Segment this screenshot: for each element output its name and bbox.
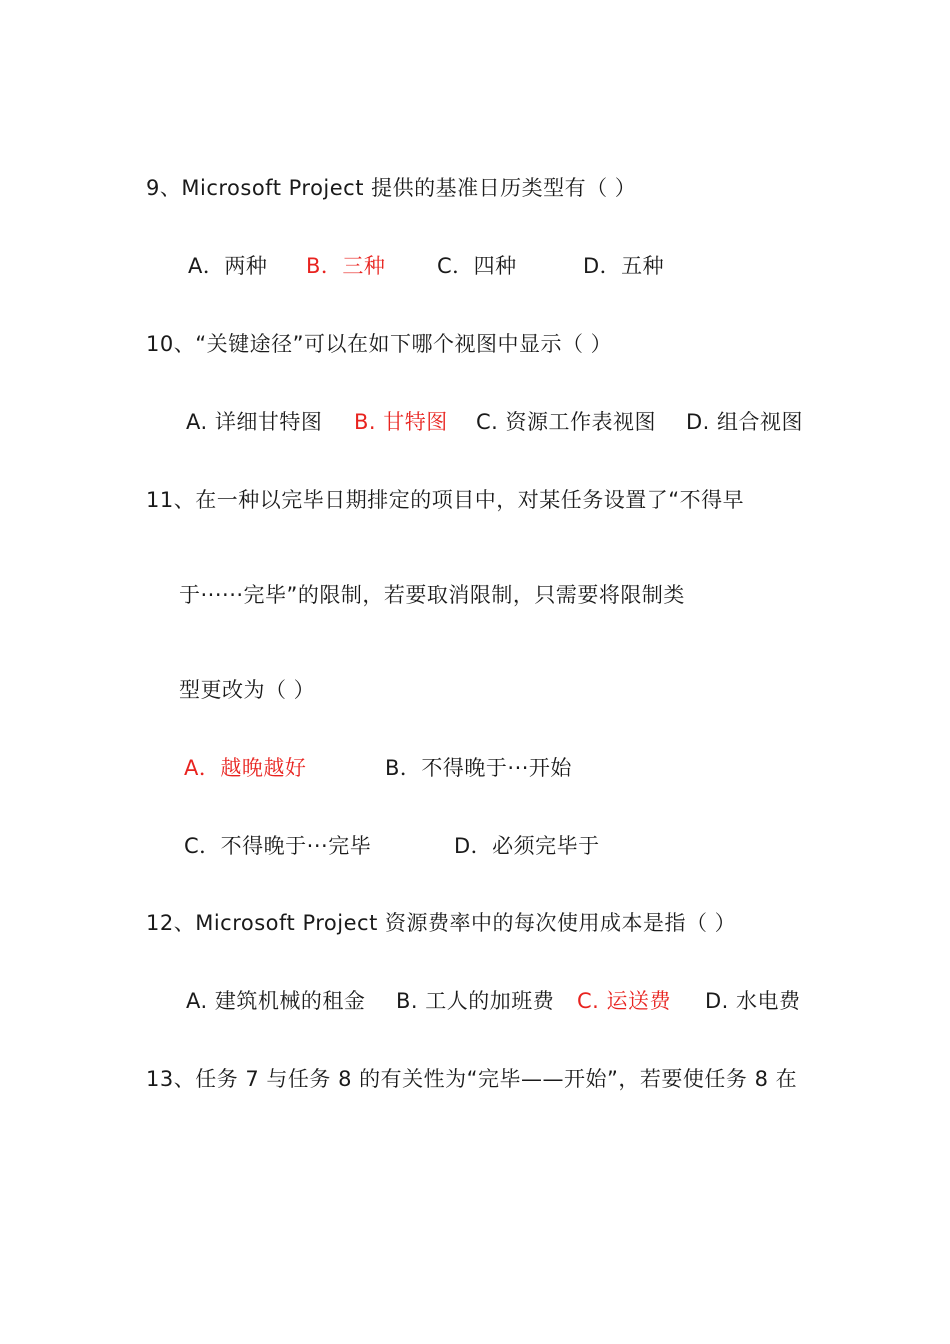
- question-10-stem: [146, 331, 612, 357]
- option-c: C. 资源工作表视图: [476, 410, 657, 434]
- question-13-stem: [146, 1066, 797, 1092]
- option-b-correct: B．三种: [306, 254, 386, 278]
- question-11-stem-line-2: [179, 582, 685, 608]
- question-9-stem: [146, 175, 636, 201]
- option-b: B．不得晚于···开始: [385, 756, 572, 780]
- question-stem-text: 13、任务 7 与任务 8 的有关性为“完毕——开始”，若要使任务 8 在: [146, 1067, 798, 1091]
- question-stem-text: 于······完毕”的限制，若要取消限制，只需要将限制类: [179, 583, 685, 607]
- question-12-stem: [146, 910, 736, 936]
- option-b: B. 工人的加班费: [396, 989, 555, 1013]
- option-c: C．不得晚于···完毕: [184, 834, 372, 858]
- option-a: A．两种: [188, 254, 268, 278]
- option-c-correct: C. 运送费: [577, 989, 672, 1013]
- option-a: A. 建筑机械的租金: [186, 989, 366, 1013]
- option-d: D．必须完毕于: [454, 834, 600, 858]
- question-stem-text: 12、Microsoft Project 资源费率中的每次使用成本是指（ ）: [146, 911, 737, 935]
- question-stem-text: 10、“关键途径”可以在如下哪个视图中显示（ ）: [146, 332, 613, 356]
- option-b-correct: B. 甘特图: [354, 410, 448, 434]
- option-d: D．五种: [583, 254, 665, 278]
- question-11-stem-line-3: [179, 677, 315, 703]
- question-stem-text: 型更改为（ ）: [179, 678, 316, 702]
- question-stem-text: 9、Microsoft Project 提供的基准日历类型有（ ）: [146, 176, 637, 200]
- question-stem-text: 11、在一种以完毕日期排定的项目中，对某任务设置了“不得早: [146, 488, 745, 512]
- option-d: D. 水电费: [705, 989, 801, 1013]
- option-a: A. 详细甘特图: [186, 410, 323, 434]
- question-11-stem-line-1: [146, 487, 744, 513]
- option-a-correct: A．越晚越好: [184, 756, 307, 780]
- option-d: D. 组合视图: [686, 410, 804, 434]
- option-c: C．四种: [437, 254, 517, 278]
